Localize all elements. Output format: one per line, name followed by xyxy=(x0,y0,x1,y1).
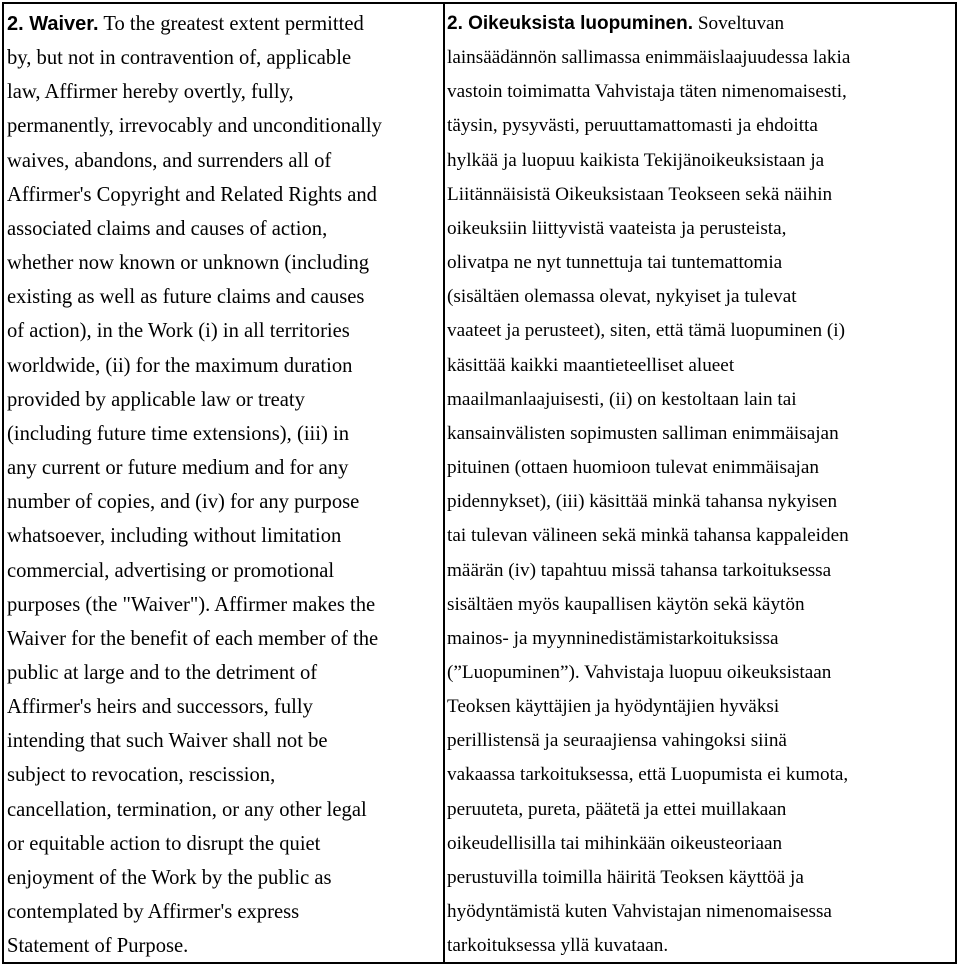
english-clause-text xyxy=(7,7,443,962)
finnish-clause-text xyxy=(447,7,955,962)
finnish-column xyxy=(445,4,955,962)
finnish-clause-body: Soveltuvan lainsäädännön sallimassa enimmäislaajuudessa lakia vastoin toimimatta Vahvistaja täten nimenomaisesti, täysin, pysyvästi, peruuttamattomasti ja ehdoitta hylkää ja luopuu kaikista Tekijänoikeuksistaan ja Liitännäisistä Oikeuksistaan Teokseen sekä näihin oikeuksiin liittyvistä vaateista ja perusteista, olivatpa ne nyt tunnettuja tai tuntemattomia (sisältäen olemassa olevat, nykyiset ja tulevat vaateet ja perusteet), siten, että tämä luopuminen (i) käsittää kaikki maantieteelliset alueet maailmanlaajuisesti, (ii) on kestoltaan lain tai kansainvälisten sopimusten salliman enimmäisajan pituinen (ottaen huomioon tulevat enimmäisajan pidennykset), (iii) käsittää minkä tahansa nykyisen tai tulevan välineen sekä minkä tahansa kappaleiden määrän (iv) tapahtuu missä tahansa tarkoituksessa sisältäen myös kaupallisen käytön sekä käytön mainos- ja myynninedistämistarkoituksissa (”Luopuminen”). Vahvistaja luopuu oikeuksistaan Teoksen käyttäjien ja hyödyntäjien hyväksi perillistensä ja seuraajiensa vahingoksi siinä vakaassa tarkoituksessa, että Luopumista ei kumota, peruuteta, pureta, päätetä ja ettei muillakaan oikeudellisilla tai mihinkään oikeusteoriaan perustuvilla toimilla häiritä Teoksen käyttöä ja hyödyntämistä kuten Vahvistajan nimenomaisessa tarkoituksessa yllä kuvataan. xyxy=(447,13,851,957)
english-clause-heading: 2. Waiver. xyxy=(7,13,99,35)
english-clause-body: To the greatest extent permitted by, but not in contravention of, applicable law, Affirmer hereby overtly, fully, permanently, irrevocably and unconditionally waives, abandons, and surrenders all of Affirmer's Copyright and Related Rights and associated claims and causes of action, whether now known or unknown (including existing as well as future claims and causes of action), in the Work (i) in all territories worldwide, (ii) for the maximum duration provided by applicable law or treaty (including future time extensions), (iii) in any current or future medium and for any number of copies, and (iv) for any purpose whatsoever, including without limitation commercial, advertising or promotional purposes (the "Waiver"). Affirmer makes the Waiver for the benefit of each member of the public at large and to the detriment of Affirmer's heirs and successors, fully intending that such Waiver shall not be subject to revocation, rescission, cancellation, termination, or any other legal or equitable action to disrupt the quiet enjoyment of the Work by the public as contemplated by Affirmer's express Statement of Purpose. xyxy=(7,13,382,958)
bilingual-clause-table xyxy=(2,2,957,964)
english-column xyxy=(4,4,445,962)
finnish-clause-heading: 2. Oikeuksista luopuminen. xyxy=(447,13,694,34)
